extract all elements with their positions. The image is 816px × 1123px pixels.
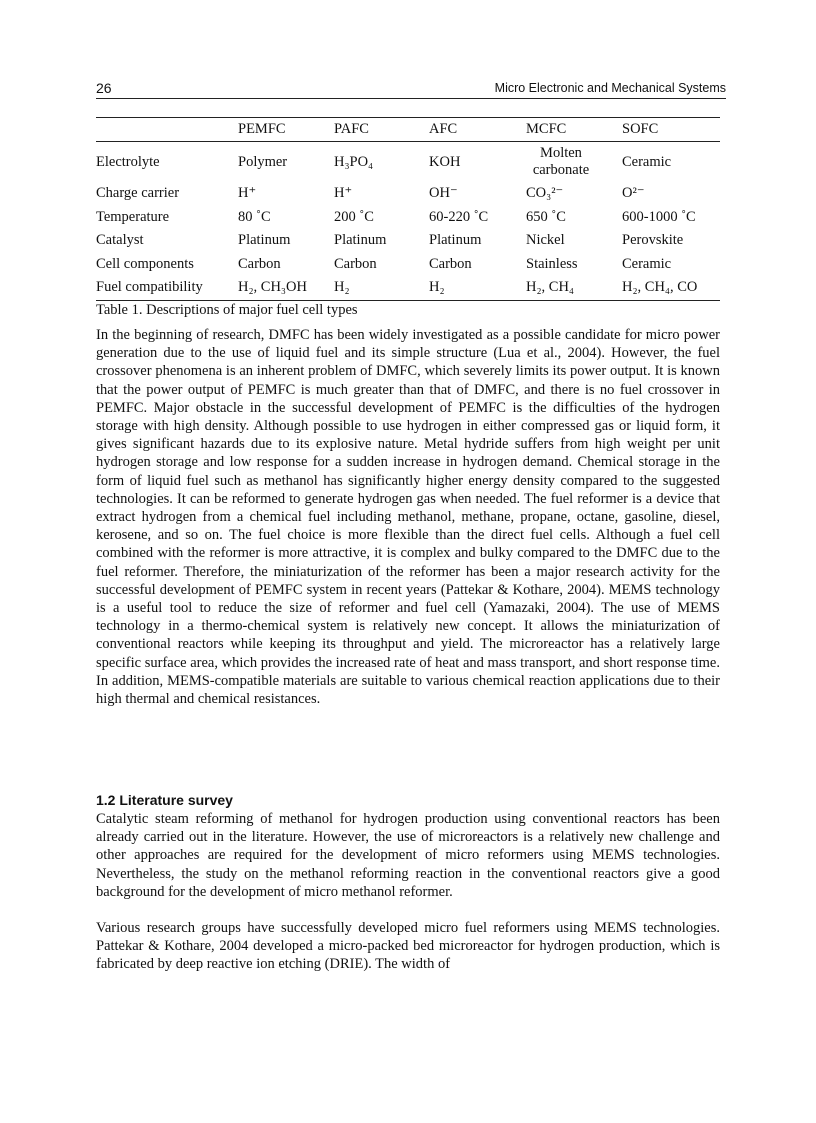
table-cell: H₂ (334, 279, 350, 296)
table-cell: H⁺ (238, 185, 257, 202)
table-cell: CO₃²⁻ (526, 185, 564, 202)
fuel-cell-table (96, 117, 720, 301)
row-label: Electrolyte (96, 153, 160, 170)
table-cell: Polymer (238, 153, 288, 170)
table-cell: Ceramic (622, 153, 672, 170)
survey-paragraph-2 (96, 919, 720, 974)
table-caption: Table 1. Descriptions of major fuel cell types (96, 302, 358, 318)
table-row (96, 253, 720, 277)
section-heading: 1.2 Literature survey (96, 792, 233, 808)
table-row (96, 229, 720, 253)
table-cell (526, 142, 622, 183)
page-number: 26 (96, 80, 112, 96)
table-cell: KOH (429, 153, 461, 170)
running-title: Micro Electronic and Mechanical Systems (494, 81, 726, 95)
table-cell: OH⁻ (429, 185, 458, 202)
paragraph-text: Various research groups have successfully developed micro fuel reformers using MEMS technologies. Pattekar & Kothare, 2004 developed a micro-packed bed microreactor for hydrogen production, which is fabricated by deep reactive ion etching (DRIE). The width of (96, 920, 720, 973)
table-cell: Nickel (526, 232, 565, 249)
molten-carbonate-text: Molten carbonate (532, 145, 590, 178)
table-cell: Ceramic (622, 255, 672, 272)
table-header-row (96, 118, 720, 142)
paragraph-text: Catalytic steam reforming of methanol for hydrogen production using conventional reactors has been already carried out in the literature. However, the use of microreactors is a relatively new challenge and other approaches are required for the development of micro reformers using MEMS technologies. Nevertheless, the study on the methanol reforming reaction in the conventional reactors give a good background for the development of micro methanol reformer. (96, 811, 720, 900)
column-header-afc: AFC (429, 121, 458, 137)
table-row (96, 206, 720, 230)
survey-paragraph-1 (96, 810, 720, 901)
table-cell: Stainless (526, 255, 578, 272)
column-header-pafc: PAFC (334, 121, 369, 137)
row-label: Charge carrier (96, 185, 180, 202)
table-row (96, 142, 720, 183)
table-cell: H₂, CH₃OH (238, 279, 307, 296)
table-cell: Platinum (334, 232, 387, 249)
table-cell: H₃PO₄ (334, 153, 374, 170)
column-header-blank (96, 118, 238, 142)
table-row (96, 182, 720, 206)
table-cell: H₂, CH₄ (526, 279, 574, 296)
row-label: Cell components (96, 255, 194, 272)
column-header-mcfc: MCFC (526, 121, 567, 137)
table-cell: Perovskite (622, 232, 684, 249)
table-cell: H⁺ (334, 185, 353, 202)
table-cell: O²⁻ (622, 185, 645, 202)
table-cell: Platinum (238, 232, 291, 249)
column-header-pemfc: PEMFC (238, 121, 286, 137)
table-cell: Platinum (429, 232, 482, 249)
paragraph-text: In the beginning of research, DMFC has been widely investigated as a possible candidate for micro power generation due to the use of liquid fuel and its simple structure (Lua et al., 2004). However, the fuel crossover phenomena is an inherent problem of DMFC, which severely limits its power output. It is known that the power output of PEMFC is much greater than that of DMFC, and there is no fuel crossover in PEMFC. Major obstacle in the successful development of PEMFC is the difficulties of the hydrogen storage with high density. Although possible to use hydrogen in either compressed gas or liquid form, it gives significant hazards due to its explosive nature. Metal hydride suffers from high weight per unit hydrogen storage and low response for a sudden increase in hydrogen demand. Chemical storage in the form of liquid fuel such as methanol has significantly higher energy density compared to the suggested technologies. It can be reformed to generate hydrogen gas when needed. The fuel reformer is a device that extract hydrogen from a chemical fuel including methanol, methane, propane, octane, gasoline, diesel, kerosene, and so on. The fuel choice is more flexible than the direct fuel cells. Although a fuel cell combined with the reformer is more attractive, it is complex and bulky compared to the DMFC due to the fuel reformer. Therefore, the miniaturization of the reformer has been a major research activity for the successful development of PEMFC system in recent years (Pattekar & Kothare, 2004). MEMS technology is a useful tool to reduce the size of reformer and fuel cell (Yamazaki, 2004). The use of MEMS technology in a thermo-chemical system is relatively new concept. It allows the miniaturization of conventional reactors while keeping its throughput and yield. The microreactor has a relatively large specific surface area, which provides the increased rate of heat and mass transport, and short response time. In addition, MEMS-compatible materials are suitable to various chemical reaction applications due to their high thermal and chemical resistances. (96, 327, 720, 708)
running-header (96, 80, 726, 99)
row-label: Catalyst (96, 232, 144, 249)
row-label: Temperature (96, 208, 170, 225)
table-cell: H₂ (429, 279, 445, 296)
table-cell: 650 ˚C (526, 208, 566, 225)
table-cell: 60-220 ˚C (429, 208, 489, 225)
table-cell: 600-1000 ˚C (622, 208, 696, 225)
intro-paragraph (96, 326, 720, 708)
table-cell: H₂, CH₄, CO (622, 279, 698, 296)
table-cell: 200 ˚C (334, 208, 374, 225)
table-cell: Carbon (429, 255, 472, 272)
row-label: Fuel compatibility (96, 279, 203, 296)
table-cell: 80 ˚C (238, 208, 271, 225)
table-row (96, 276, 720, 300)
column-header-sofc: SOFC (622, 121, 659, 137)
table-cell: Carbon (334, 255, 377, 272)
table-cell: Carbon (238, 255, 281, 272)
